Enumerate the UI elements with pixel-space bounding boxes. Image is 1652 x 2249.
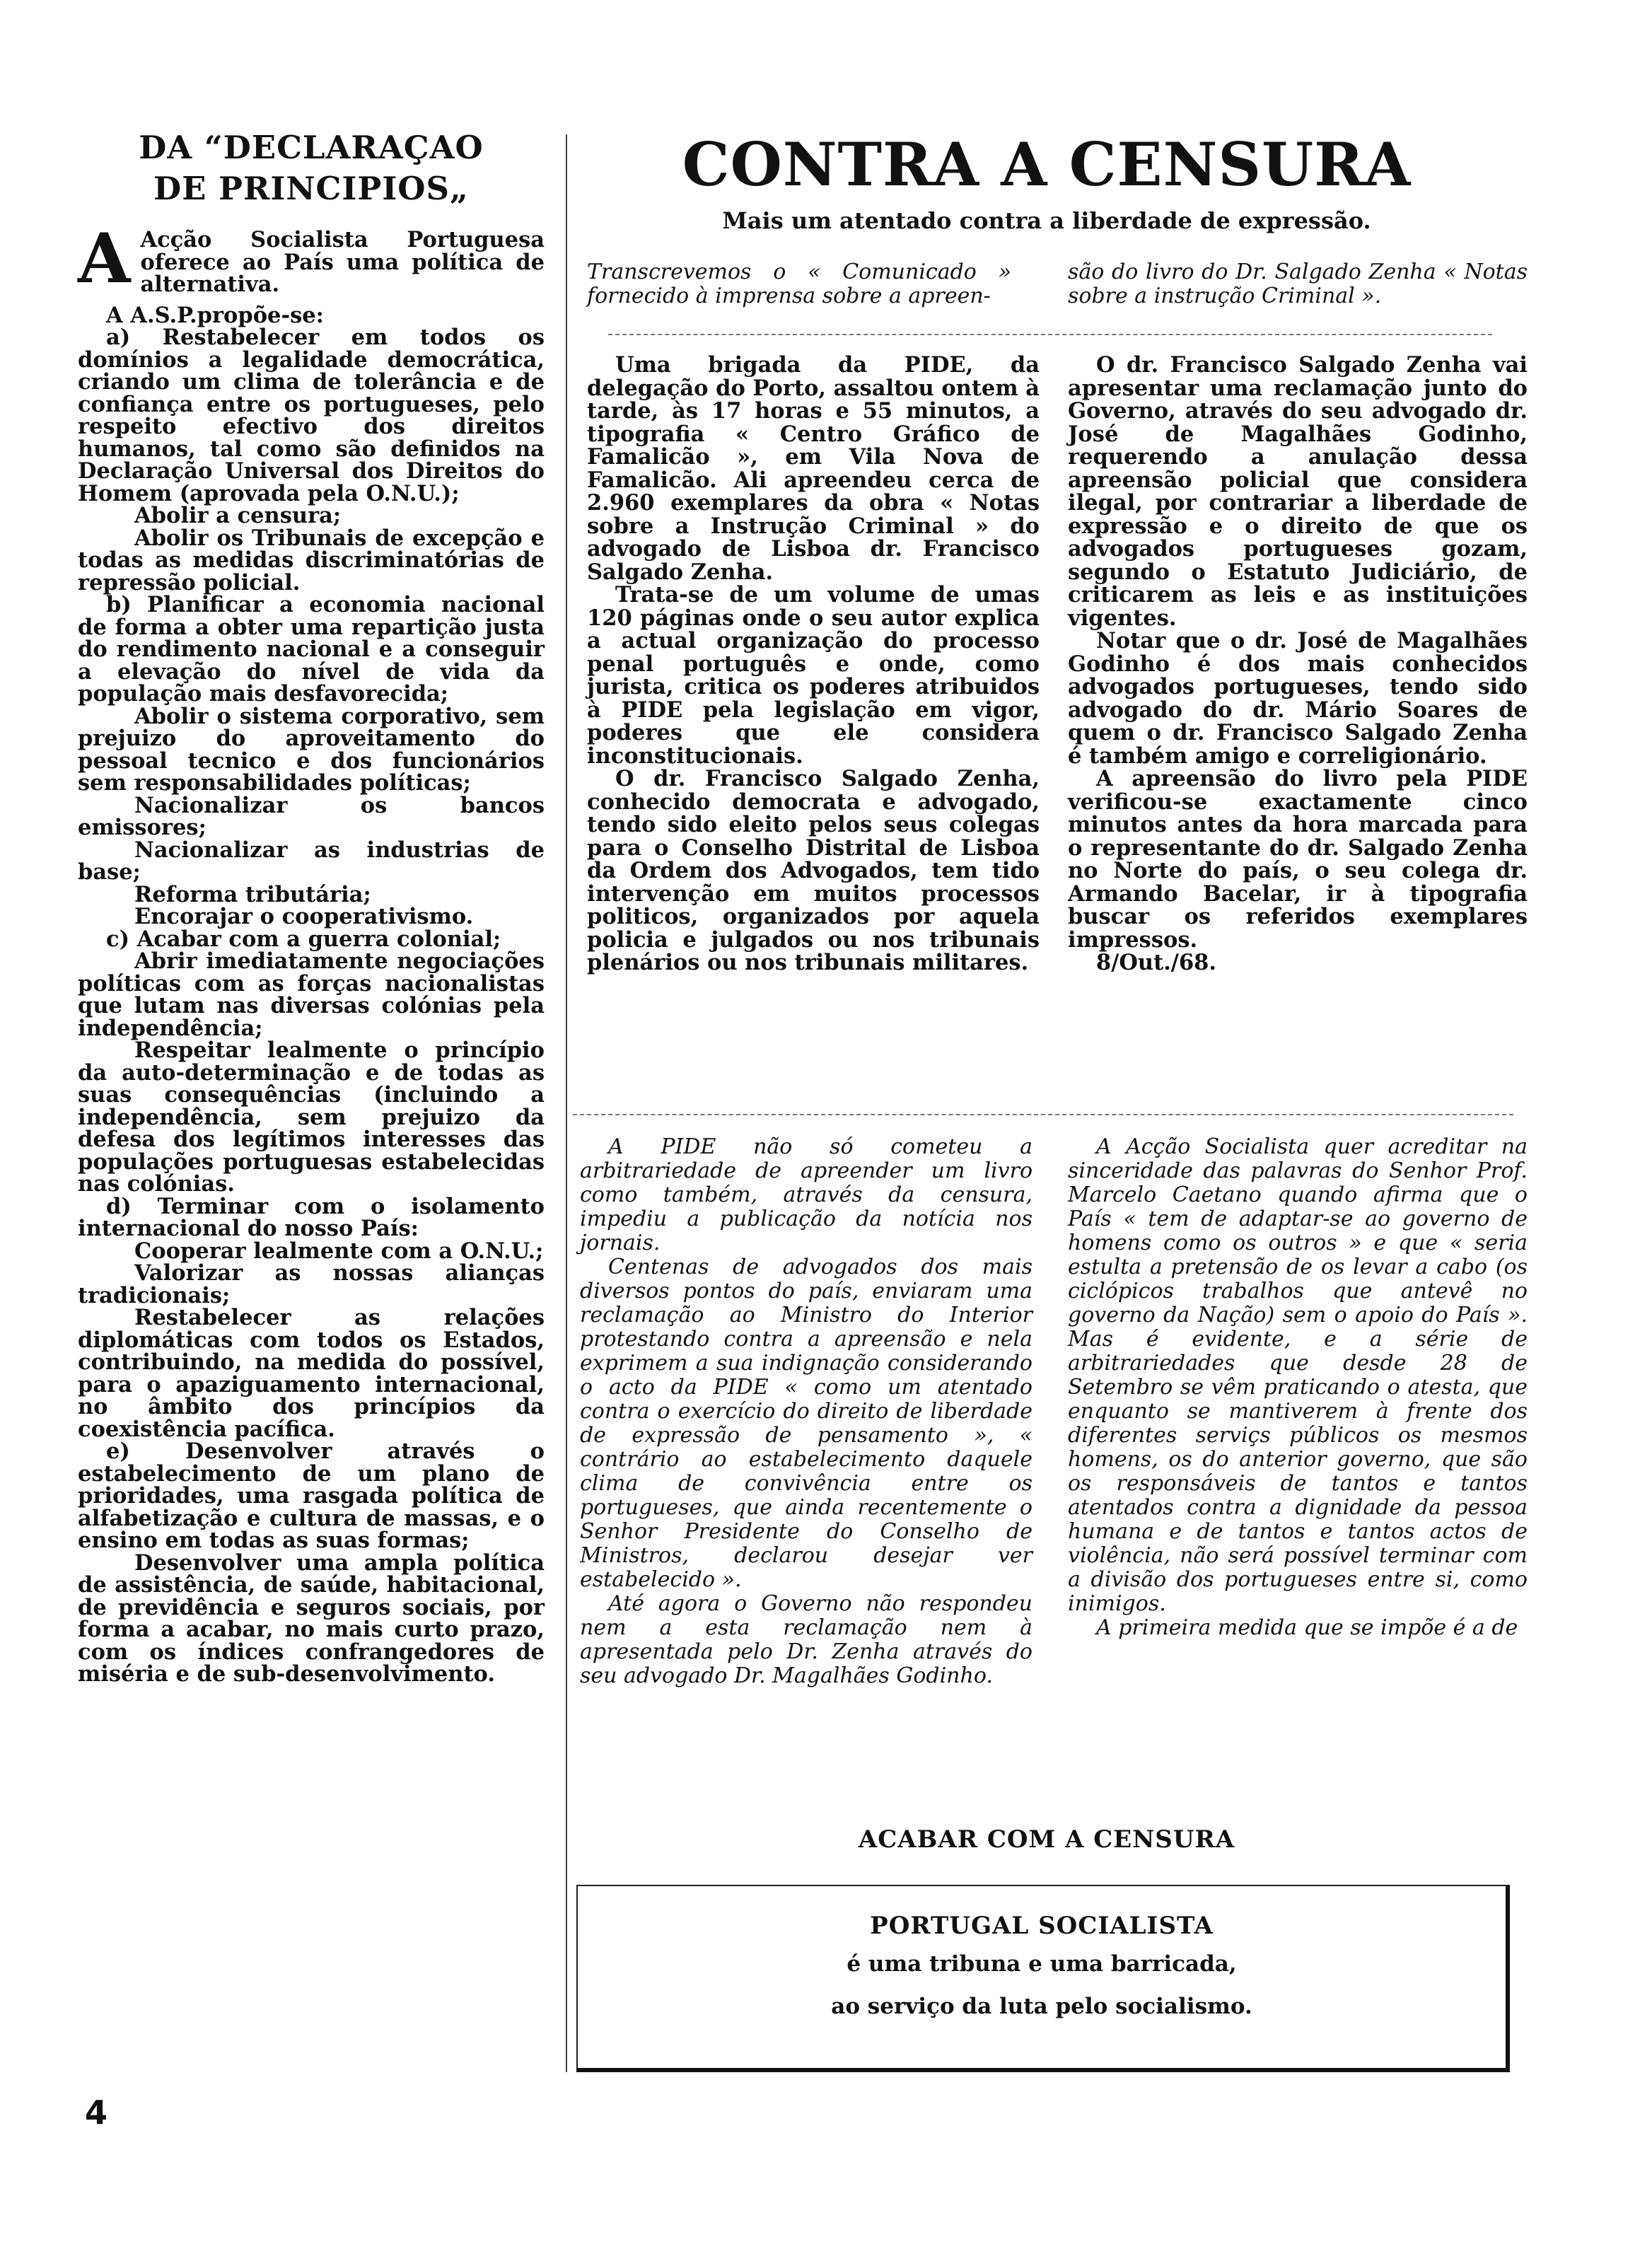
- communique-paragraph: Notar que o dr. José de Magalhães Godinho é dos mais conhecidos advogados portugueses, tendo sido advogado do dr. Mário Soares de quem o dr. Francisco Salgado Zenha é também amigo e correligionário.: [1068, 628, 1528, 769]
- declaration-title-line: DE PRINCIPIOS„: [153, 170, 469, 207]
- intro-left: Transcrevemos o « Comunicado » fornecido à imprensa sobre a apreen-: [587, 260, 1011, 308]
- article-subtitle: Mais um atentado contra a liberdade de expressão.: [722, 207, 1371, 234]
- declaration-paragraph: Respeitar lealmente o princípio da auto-determinação e de todas as suas consequências (incluindo a independência, sem prejuizo da defesa dos legítimos interesses das populações portuguesas estabelecidas nas colónias.: [78, 1038, 545, 1197]
- declaration-lead: [78, 219, 545, 298]
- commentary-paragraph: Centenas de advogados dos mais diversos pontos do país, enviaram uma reclamação ao Ministro do Interior protestando contra a apreensão e nela exprimem a sua indignação considerando o acto da PIDE « como um atentado contra o exercício do direito de liberdade de expressão de pensamento », « contrário ao estabelecimento daquele clima de convivência entre os portugueses, que ainda recentemente o Senhor Presidente do Conselho de Ministros, declarou desejar ver estabelecido ».: [580, 1255, 1032, 1592]
- masthead-box: [576, 1885, 1510, 2072]
- declaration-body: [78, 219, 545, 1687]
- declaration-paragraph: Abrir imediatamente negociações políticas com as forças nacionalistas que lutam nas diversas colónias pela independência;: [78, 948, 545, 1041]
- communique-date: 8/Out./68.: [1096, 950, 1217, 975]
- masthead-box-content: [578, 1909, 1506, 2028]
- column-divider: [566, 134, 567, 2072]
- communique-paragraph: O dr. Francisco Salgado Zenha vai apresentar uma reclamação junto do Governo, através do seu advogado dr. José de Magalhães Godinho, requerendo a anulação dessa apreensão policial que considera ilegal, por contrariar a liberdade de expressão e o direito de que os advogados portugueses gozam, segundo o Estatuto Judiciário, de criticarem as leis e as instituições vigentes.: [1068, 352, 1528, 631]
- declaration-paragraph: A A.S.P.propõe-se:: [106, 302, 324, 328]
- declaration-paragraph: Desenvolver uma ampla política de assistência, de saúde, habitacional, de previdência e seguros sociais, por forma a acabar, no mais curto prazo, com os índices confrangedores de miséria e de sub-desenvolvimento.: [78, 1550, 545, 1687]
- declaration-paragraph: c) Acabar com a guerra colonial;: [106, 926, 501, 952]
- slogan: ACABAR COM A CENSURA: [858, 1825, 1235, 1854]
- communique-paragraph: Uma brigada da PIDE, da delegação do Porto, assaltou ontem à tarde, às 17 horas e 55 minutos, a tipografia « Centro Gráfico de Famalicão », em Vila Nova de Famalicão. Ali apreendeu cerca de 2.960 exemplares da obra « Notas sobre a Instrução Criminal » do advogado de Lisboa dr. Francisco Salgado Zenha.: [587, 352, 1040, 585]
- section-separator: [608, 334, 1492, 335]
- declaration-paragraph: d) Terminar com o isolamento internacional do nosso País:: [78, 1193, 545, 1241]
- communique-paragraph: Trata-se de um volume de umas 120 páginas onde o seu autor explica a actual organização do processo penal português e onde, como jurista, critica os poderes atribuidos à PIDE pela legislação em vigor, poderes que ele considera inconstitucionais.: [587, 582, 1040, 769]
- article-title: CONTRA A CENSURA: [682, 129, 1412, 199]
- masthead-box-line: ao serviço da luta pelo socialismo.: [831, 1994, 1252, 2019]
- declaration-paragraph: Valorizar as nossas alianças tradicionais;: [78, 1260, 545, 1308]
- declaration-paragraph: Reforma tributária;: [134, 881, 371, 907]
- commentary-paragraph: A PIDE não só cometeu a arbitrariedade de apreender um livro como também, através da censura, impediu a publicação da notícia nos jornais.: [580, 1134, 1032, 1255]
- commentary-paragraph: A primeira medida que se impõe é a de: [1096, 1615, 1518, 1640]
- section-separator: [573, 1114, 1513, 1115]
- declaration-column: [78, 127, 545, 1686]
- declaration-paragraph: b) Planificar a economia nacional de forma a obter uma repartição justa do rendimento nacional e a conseguir a elevação do nível de vida da população mais desfavorecida;: [78, 592, 545, 707]
- declaration-paragraph: Nacionalizar os bancos emissores;: [78, 792, 545, 840]
- commentary-left-column: [580, 1135, 1032, 1688]
- declaration-paragraphs: [78, 302, 545, 1687]
- declaration-paragraph: Encorajar o cooperativismo.: [134, 904, 474, 929]
- drop-cap: A: [78, 219, 131, 298]
- commentary-paragraph: Até agora o Governo não respondeu nem a esta reclamação nem à apresentada pelo Dr. Zenha através do seu advogado Dr. Magalhães Godinho.: [580, 1591, 1032, 1688]
- declaration-paragraph: Nacionalizar as industrias de base;: [78, 837, 545, 885]
- masthead-box-title: PORTUGAL SOCIALISTA: [870, 1912, 1214, 1940]
- declaration-paragraph: Abolir os Tribunais de excepção e todas as medidas discriminatórias de repressão policial.: [78, 525, 545, 595]
- declaration-paragraph: Restabelecer as relações diplomáticas com todos os Estados, contribuindo, na medida do possível, para o apaziguamento internacional, no âmbito dos princípios da coexistência pacífica.: [78, 1305, 545, 1442]
- declaration-title: [78, 127, 545, 209]
- communique-right-column: [1068, 354, 1528, 975]
- declaration-paragraph: Cooperar lealmente com a O.N.U.;: [134, 1238, 544, 1264]
- declaration-paragraph: Abolir a censura;: [134, 503, 342, 528]
- declaration-paragraph: Abolir o sistema corporativo, sem prejuizo do aproveitamento do pessoal tecnico e dos funcionários sem responsabilidades políticas;: [78, 703, 545, 796]
- declaration-paragraph: a) Restabelecer em todos os domínios a legalidade democrática, criando um clima de tolerância e de confiança entre os portugueses, pelo respeito efectivo dos direitos humanos, tal como são definidos na Declaração Universal dos Direitos do Homem (aprovada pela O.N.U.);: [78, 325, 545, 506]
- page-number: 4: [85, 2093, 108, 2132]
- declaration-title-line: DA “DECLARAÇAO: [139, 129, 484, 166]
- masthead-box-line: é uma tribuna e uma barricada,: [847, 1951, 1237, 1977]
- commentary-paragraph: A Acção Socialista quer acreditar na sinceridade das palavras do Senhor Prof. Marcelo Caetano quando afirma que o País « tem de adaptar-se ao governo de homens como os outros » e que « seria estulta a pretensão de os levar a cabo (os ciclópicos trabalhos que antevê no governo da Nação) sem o apoio do País ». Mas é evidente, e a série de arbitrariedades que desde 28 de Setembro se vêm praticando o atesta, que enquanto se mantiverem à frente dos diferentes serviçs públicos os mesmos homens, os do anterior governo, que são os responsáveis de tantos e tantos atentados contra a dignidade da pessoa humana e de tantos e tantos actos de violência, não será possível terminar com a divisão dos portugueses entre si, como inimigos.: [1068, 1134, 1528, 1616]
- declaration-lead-text: Acção Socialista Portuguesa oferece ao País uma política de alternativa.: [140, 227, 545, 297]
- commentary-right-column: [1068, 1135, 1528, 1640]
- communique-paragraph: A apreensão do livro pela PIDE verificou-se exactamente cinco minutos antes da hora marcada para o representante do dr. Salgado Zenha no Norte do país, o seu colega dr. Armando Bacelar, ir à tipografia buscar os referidos exemplares impressos.: [1068, 766, 1528, 953]
- communique-left-column: [587, 354, 1040, 975]
- declaration-paragraph: e) Desenvolver através o estabelecimento de um plano de prioridades, uma rasgada política de alfabetização e cultura de massas, e o ensino em todas as suas formas;: [78, 1439, 545, 1553]
- intro-right: são do livro do Dr. Salgado Zenha « Notas sobre a instrução Criminal ».: [1068, 260, 1528, 308]
- communique-paragraph: O dr. Francisco Salgado Zenha, conhecido democrata e advogado, tendo sido eleito pelos seus colegas para o Conselho Distrital de Lisboa da Ordem dos Advogados, tem tido intervenção em muitos processos politicos, organizados por aquela policia e julgados ou nos tribunais plenários ou nos tribunais militares.: [587, 766, 1040, 975]
